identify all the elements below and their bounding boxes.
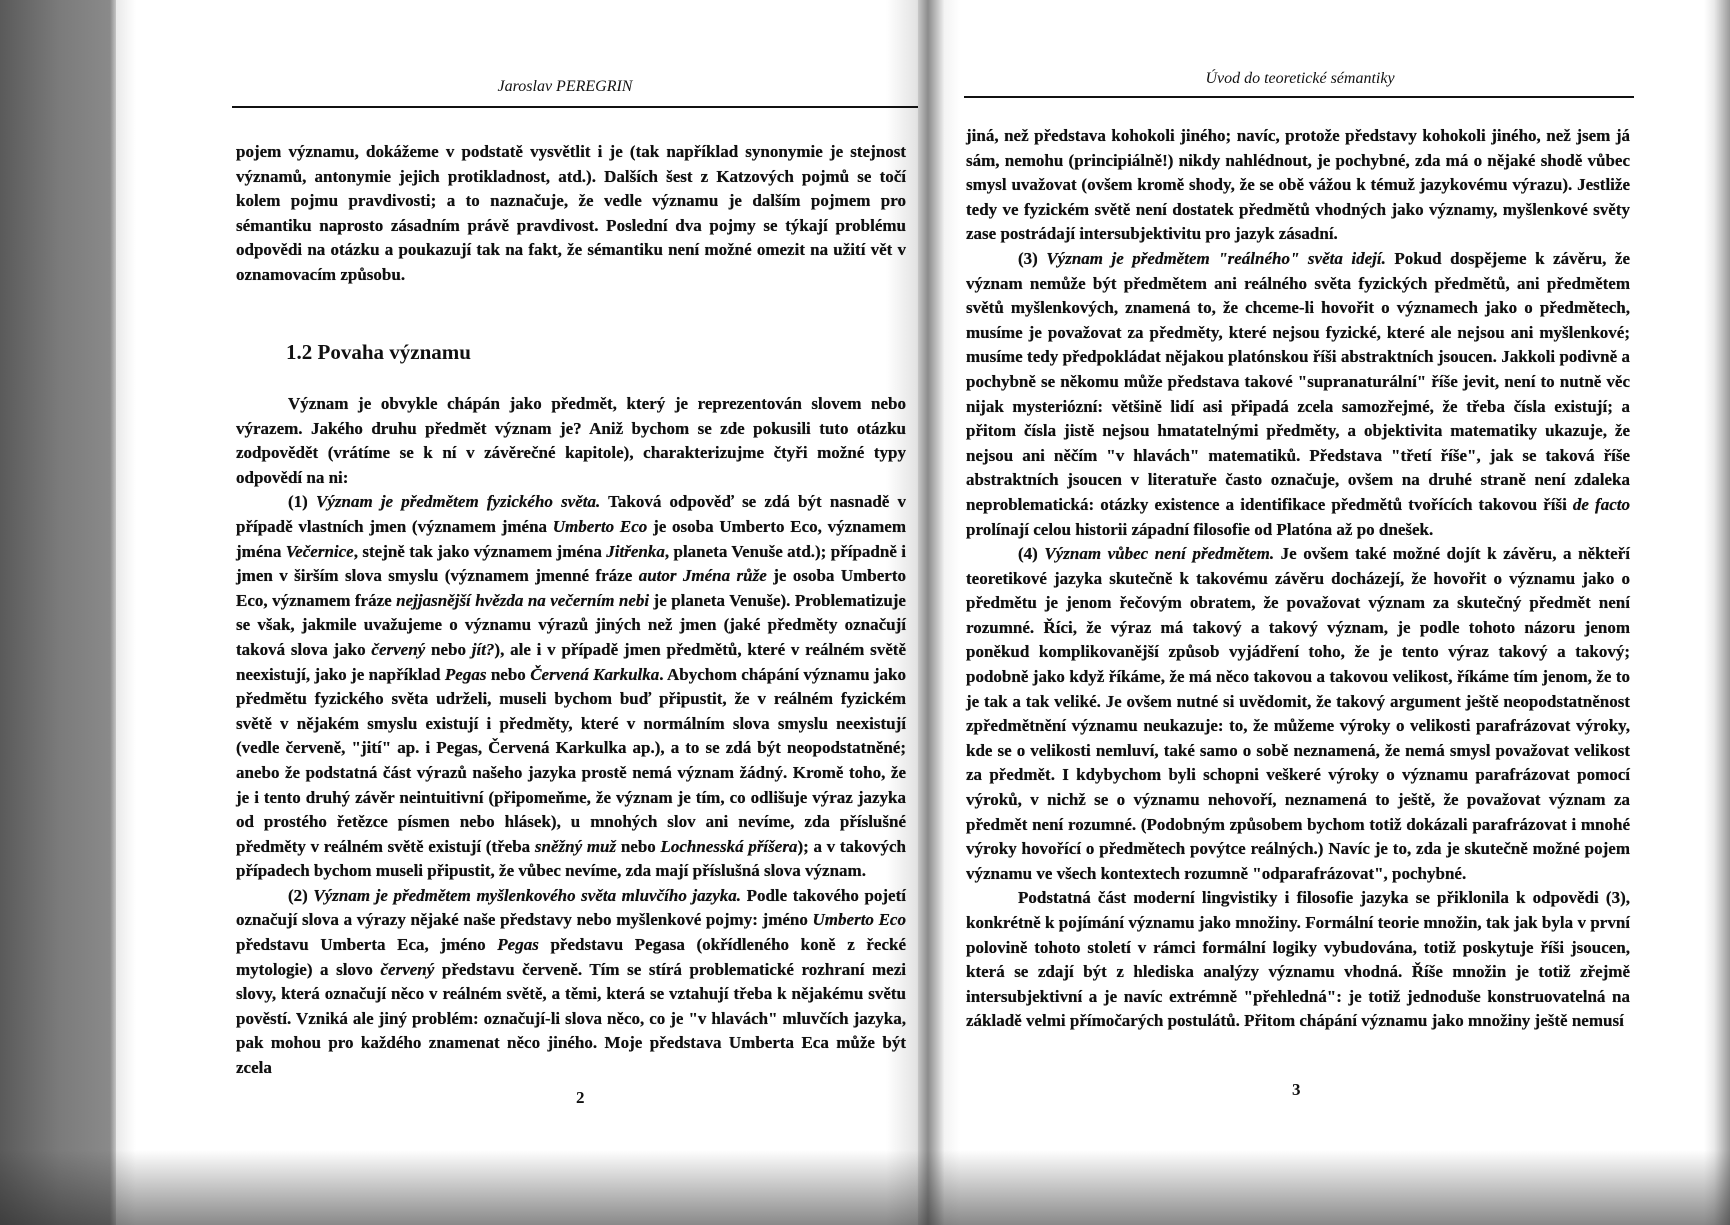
section-title: 1.2 Povaha významu [286, 340, 471, 364]
left-page-body [236, 140, 906, 288]
left-paragraph-1: Význam je obvykle chápán jako předmět, který je reprezentován slovem nebo výrazem. Jakého druhu předmět význam je? Aniž bychom se zde pokusili tuto otázku zodpovědět (vrátíme se k ní v závěrečné kapitole), charakterizujme čtyři možné typy odpovědí na ni: [236, 394, 906, 487]
scan-shadow [0, 1150, 1730, 1225]
left-header-rule [232, 106, 918, 108]
right-paragraph-3: (3) Význam je předmětem "reálného" světa idejí. Pokud dospějeme k závěru, že význam nemůže být předmětem ani reálného světa fyzických předmětů, ani předmětem světů myšlenkových, znamená to, že chceme-li hovořit o významech jako o předmětech, musíme je považovat za předměty, které nejsou fyzické, které ale nejsou ani myšlenkové; musíme tedy předpokládat nějakou platónskou říši abstraktních jsoucen. Jakkoli podivně a pochybně se někomu může představa takové "supranaturální" říše jevit, není to nutně věc nijak mysteriózní: většině lidí asi připadá zcela samozřejmé, že třeba čísla existují; a přitom čísla jistě nejsou hmatatelnými předměty, a objektivita matematiky ukazuje, že nejsou ani něčím "v hlavách" matematiků. Představa "třetí říše", jak se taková říše abstraktních jsoucen v literatuře často označuje, ovšem na druhé straně není zdaleka neproblematická: otázky existence a identifikace předmětů tvořících takovou říši de facto prolínají celou historii západní filosofie od Platóna až po dnešek. [966, 248, 1630, 539]
left-page-header: Jaroslav PEREGRIN [497, 78, 633, 95]
left-page-number: 2 [576, 1088, 585, 1107]
left-paragraph-3: (2) Význam je předmětem myšlenkového světa mluvčího jazyka. Podle takového pojetí označují slova a výrazy nějaké naše představy nebo myšlenkové pojmy: jméno Umberto Eco představu Umberta Eca, jméno Pegas představu Pegasa (okřídleného koně z řecké mytologie) a slovo červený představu červeně. Tím se stírá problematické rozhraní mezi slovy, která označují něco v reálném světě, a těmi, která se vztahují třeba k nějakému světu pověstí. Vzniká ale jiný problém: označují-li slova něco, co je "v hlavách" mluvčích jazyka, pak mohou pro každého znamenat něco jiného. Moje představa Umberta Eca může být zcela [236, 885, 906, 1078]
right-header-rule [964, 96, 1634, 98]
right-intro-paragraph: jiná, než představa kohokoli jiného; navíc, protože představy kohokoli jiného, než jsem já sám, nemohu (principiálně!) nikdy nahlédnout, je pochybné, zda má o nějaké shodě vůbec smysl uvažovat (ovšem kromě shody, že se obě vážou k témuž jazykovému výrazu). Jestliže tedy ve fyzickém světě není dostatek předmětů vhodných jako významy, myšlenkové světy zase postrádají intersubjektivitu pro jazyk zásadní. [966, 126, 1630, 244]
right-page-body [966, 124, 1630, 1034]
right-page-header: Úvod do teoretické sémantiky [1205, 70, 1395, 87]
left-paragraph-2: (1) Význam je předmětem fyzického světa. Taková odpověď se zdá být nasnadě v případě vlastních jmen (významem jména Umberto Eco je osoba Umberto Eco, významem jména Večernice, stejně tak jako významem jména Jitřenka, planeta Venuše atd.); případně i jmen v širším slova smyslu (významem jmenné fráze autor Jména růže je osoba Umberto Eco, významem fráze nejjasnější hvězda na večerním nebi je planeta Venuše). Problematizuje se však, jakmile uvažujeme o významu výrazů jiných než jmen (jaké předměty označují taková slova jako červený nebo jít?), ale i v případě jmen předmětů, které v reálném světě neexistují, jako je například Pegas nebo Červená Karkulka. Abychom chápání významu jako předmětu fyzického světa udrželi, museli bychom buď připustit, že v reálném fyzickém světě v nějakém smyslu existují i předměty, které v normálním slova smyslu neexistují (vedle červeně, "jití" ap. i Pegas, Červená Karkulka ap.), a to se zdá být neopodstatněné; anebo že podstatná část výrazů našeho jazyka prostě nemá význam žádný. Kromě toho, že je i tento druhý závěr neintuitivní (připomeňme, že význam je tím, co odlišuje výraz jazyka od prostého řetězce písmen nebo hlásek), u mnohých slov ani nevíme, zda příslušné předměty v reálném světě existují (třeba sněžný muž nebo Lochnesská příšera); a v takových případech bychom museli připustit, že vůbec nevíme, zda mají příslušná slova význam. [236, 492, 907, 881]
right-paragraph-5: Podstatná část moderní lingvistiky i filosofie jazyka se přiklonila k odpovědi (3), konkrétně k pojímání významu jako množiny. Formální teorie množin, tak jak byla v první polovině tohoto století v rámci formální logiky vybudována, totiž poskytuje říši jsoucen, která se zdají být z hlediska analýzy významu vhodná. Říše množin je totiž zřejmě intersubjektivní a je navíc extrémně "přehledná": je totiž jednoduše konstruovatelná na základě velmi přímočarých postulátů. Přitom chápání významu jako množiny ještě nemusí [966, 888, 1630, 1031]
left-page-main-text [236, 392, 906, 1081]
book-gutter [918, 0, 944, 1225]
right-paragraph-4: (4) Význam vůbec není předmětem. Je ovšem také možné dojít k závěru, a někteří teoretikové jazyka skutečně k takovému závěru docházejí, že hovořit o významu jako o předmětu je jenom řečovým obratem, že považovat význam za skutečný předmět není rozumné. Říci, že výraz má takový a takový význam, je podle tohoto názoru jenom poněkud komplikovanější způsob vyjádření toho, že je tento výraz takový a takový; podobně jako když říkáme, že má něco takovou a takovou velikost, říkáme tím jenom, že to je tak a tak veliké. Je ovšem nutné si uvědomit, že takový argument ještě neopodstatněnost zpředmětnění významu neukazuje: to, že můžeme výroky o velikosti parafrázovat výroky, kde se o velikosti nemluví, také samo o sobě neznamená, že nemá smysl považovat velikost za předmět. I kdybychom byli schopni veškeré výroky o významu parafrázovat pomocí výroků, v nichž se o významu nehovoří, neznamená to ještě, že považovat význam za předmět není rozumné. (Podobným způsobem bychom totiž dokázali parafrázovat i mnohé výroky hovořící o předmětech povýtce reálných.) Navíc je to, zda je skutečně možné pojem významu ve všech kontextech rozumně "odparafrázovat", pochybné. [966, 544, 1631, 883]
left-intro-paragraph: pojem významu, dokážeme v podstatě vysvětlit i je (tak například synonymie je stejnost významů, antonymie jejich protikladnost, atd.). Dalších šest z Katzových pojmů se točí kolem pojmu pravdivosti; a to naznačuje, že vedle významu je dalším pojmem pro sémantiku naprosto zásadním právě pravdivost. Poslední dva pojmy se týkají problému odpovědi na otázku a poukazují tak na fakt, že sémantiku není možné omezit na užití vět v oznamovacím způsobu. [236, 142, 906, 284]
right-page-number: 3 [1292, 1080, 1301, 1099]
